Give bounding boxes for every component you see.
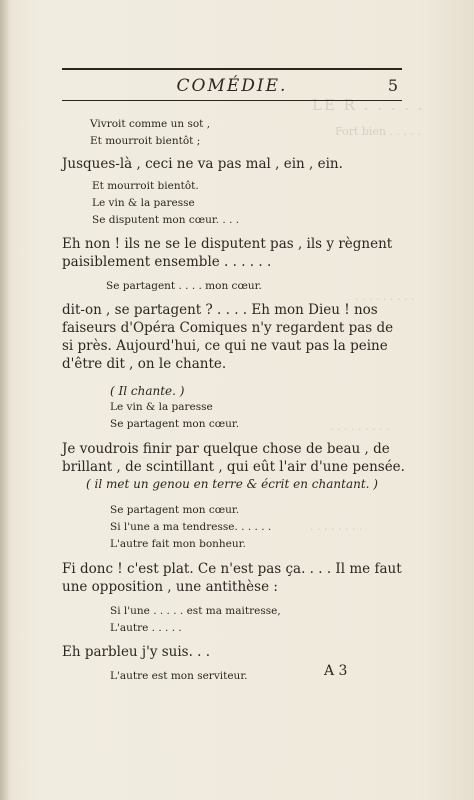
running-title: COMÉDIE.	[176, 76, 288, 96]
verse-line: L'autre fait mon bonheur.	[110, 538, 246, 550]
verse-line: L'autre . . . . .	[110, 622, 182, 634]
header-rule-bottom	[62, 100, 402, 101]
verse-line: Si l'une a ma tendresse. . . . . .	[110, 521, 272, 533]
signature-mark: A 3	[324, 663, 348, 679]
prose-line: Fi donc ! c'est plat. Ce n'est pas ça. . . . Il me faut	[62, 561, 402, 577]
prose-line: brillant , de scintillant , qui eût l'air d'une pensée.	[62, 459, 405, 475]
prose-line: Eh parbleu j'y suis. . .	[62, 644, 211, 660]
prose-line: si près. Aujourd'hui, ce qui ne vaut pas la peine	[62, 338, 388, 354]
page-number: 5	[387, 76, 398, 95]
prose-line: Je voudrois finir par quelque chose de beau , de	[62, 441, 390, 457]
verse-line: Si l'une . . . . . est ma maitresse,	[110, 605, 281, 617]
verse-line: Et mourroit bientôt.	[92, 180, 199, 192]
prose-line: faiseurs d'Opéra Comiques n'y regardent pas de	[62, 320, 394, 336]
prose-line: Eh non ! ils ne se le disputent pas , ils y règnent	[62, 236, 393, 252]
verse-line: Se disputent mon cœur. . . .	[92, 214, 240, 226]
verse-line: Et mourroit bientôt ;	[90, 135, 201, 147]
stage-direction: ( il met un genou en terre & écrit en chantant. )	[86, 477, 378, 491]
stage-direction: ( Il chante. )	[110, 384, 185, 398]
verse-line: Vivroit comme un sot ,	[90, 118, 211, 130]
verse-line: Se partagent mon cœur.	[110, 504, 240, 516]
page-edge-shadow	[0, 0, 10, 800]
bleed-through-text: . . . . . . . .	[310, 520, 363, 533]
bleed-through-text: . . . . . . . . .	[355, 290, 415, 303]
verse-line: Se partagent mon cœur.	[110, 418, 240, 430]
prose-line: paisiblement ensemble . . . . . .	[62, 254, 272, 270]
page-header	[62, 68, 402, 104]
verse-line: Se partagent . . . . mon cœur.	[106, 280, 262, 292]
bleed-through-text: . . . . . . . . .	[330, 420, 390, 433]
verse-line: Le vin & la paresse	[110, 401, 213, 413]
bleed-through-text: Fort bien . . . . .	[335, 125, 421, 138]
prose-line: dit-on , se partagent ? . . . . Eh mon Dieu ! nos	[62, 302, 378, 318]
prose-line: d'être dit , on le chante.	[62, 356, 227, 372]
prose-line: Jusques-là , ceci ne va pas mal , ein , ein.	[62, 156, 343, 172]
prose-line: une opposition , une antithèse :	[62, 579, 278, 595]
verse-line: L'autre est mon serviteur.	[110, 670, 248, 682]
bleed-through-text: LE R . . . . .	[312, 96, 425, 114]
verse-line: Le vin & la paresse	[92, 197, 195, 209]
header-rule-top	[62, 68, 402, 70]
